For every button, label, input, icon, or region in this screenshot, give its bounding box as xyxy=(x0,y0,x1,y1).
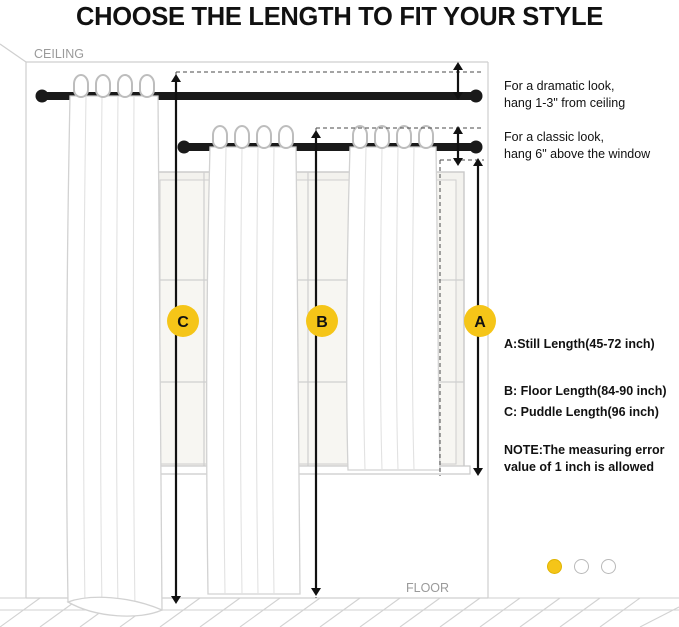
ceiling-label: CEILING xyxy=(34,47,85,61)
measuring-note-line1: NOTE:The measuring error xyxy=(504,443,665,457)
callout-classic-line2: hang 6" above the window xyxy=(504,147,651,161)
pagination-dot-3[interactable] xyxy=(601,559,616,574)
callout-dramatic-line1: For a dramatic look, xyxy=(504,79,615,93)
pagination-dots[interactable] xyxy=(547,559,616,574)
callout-classic xyxy=(504,129,650,163)
curtain-panel-b xyxy=(207,126,300,594)
marker-c xyxy=(167,305,199,337)
legend-item-c: C: Puddle Length(96 inch) xyxy=(504,405,659,419)
marker-b-label: B xyxy=(316,314,328,331)
arrow-dramatic xyxy=(453,62,463,100)
curtain-panel-c xyxy=(67,75,162,616)
page-title: CHOOSE THE LENGTH TO FIT YOUR STYLE xyxy=(76,3,603,31)
callout-dramatic-line2: hang 1-3" from ceiling xyxy=(504,96,626,110)
measuring-note-line2: value of 1 inch is allowed xyxy=(504,460,655,474)
pagination-dot-2[interactable] xyxy=(574,559,589,574)
legend-item-a: A:Still Length(45-72 inch) xyxy=(504,337,655,351)
pagination-dot-1[interactable] xyxy=(547,559,562,574)
marker-b xyxy=(306,305,338,337)
curtain-panel-a xyxy=(347,126,440,470)
marker-c-label: C xyxy=(177,314,189,331)
floor-right-hatching xyxy=(480,598,679,627)
marker-a-label: A xyxy=(474,314,486,331)
callout-dramatic xyxy=(504,78,625,112)
callout-classic-line1: For a classic look, xyxy=(504,130,605,144)
marker-a xyxy=(464,305,496,337)
measuring-note xyxy=(504,442,674,476)
legend-item-b: B: Floor Length(84-90 inch) xyxy=(504,384,667,398)
floor-label: FLOOR xyxy=(406,581,450,595)
